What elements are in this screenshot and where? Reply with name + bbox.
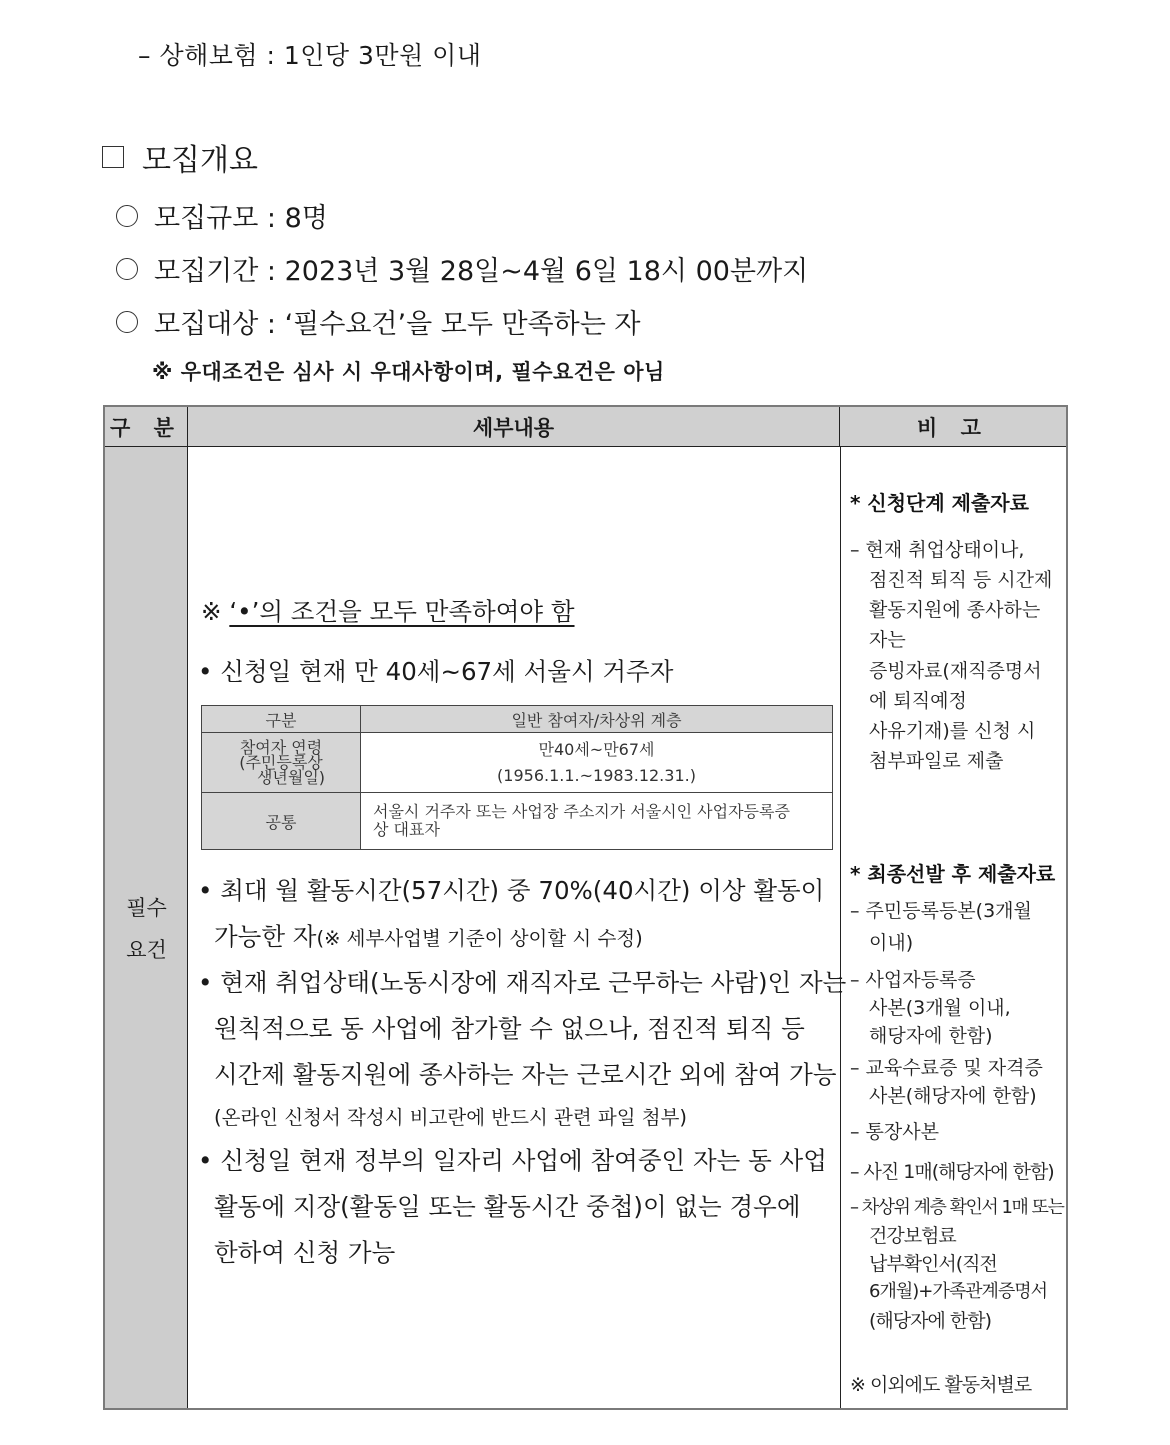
inner-header-category: 구분 xyxy=(202,706,361,733)
bullet-employment-l3: 시간제 활동지원에 종사하는 자는 근로시간 외에 참여 가능 xyxy=(214,1060,837,1089)
bullet-age-residence: • 신청일 현재 만 40세~67세 서울시 거주자 xyxy=(198,657,674,686)
bullet-hours-main: 가능한 자 xyxy=(214,922,317,951)
circle-bullet-icon xyxy=(116,258,138,280)
recruit-target-text: 모집대상 : ‘필수요건’을 모두 만족하는 자 xyxy=(154,309,641,340)
row-label-cell xyxy=(105,447,188,1408)
inner-value-common-l2: 상 대표자 xyxy=(373,820,440,839)
bullet-gov-job-l2: 활동에 지장(활동일 또는 활동시간 중첩)이 없는 경우에 xyxy=(214,1192,801,1221)
recruit-target xyxy=(116,302,641,341)
recruit-scale-text: 모집규모 : 8명 xyxy=(154,203,328,234)
bullet-employment-l1: • 현재 취업상태(노동시장에 재직자로 근무하는 사람)인 자는 xyxy=(198,968,847,997)
recruit-period xyxy=(116,249,808,288)
inner-value-common xyxy=(361,793,832,849)
remark-final-line: ※ 이외에도 활동처별로 xyxy=(850,1374,1032,1396)
remark-final-line: 납부확인서(직전 xyxy=(869,1253,997,1275)
bullet-gov-job-l3: 한하여 신청 가능 xyxy=(214,1238,396,1267)
recruit-period-text: 모집기간 : 2023년 3월 28일~4월 6일 18시 00분까지 xyxy=(154,256,809,287)
remark-apply-line: 첨부파일로 제출 xyxy=(869,750,1004,772)
remark-final-line: – 사진 1매(해당자에 한함) xyxy=(850,1161,1054,1183)
remark-final-line: 사본(3개월 이내, xyxy=(869,997,1011,1019)
recruit-scale xyxy=(116,196,328,235)
inner-label-age-l3: 생년월일) xyxy=(256,768,326,787)
bullet-gov-job-l1: • 신청일 현재 정부의 일자리 사업에 참여중인 자는 동 사업 xyxy=(198,1146,827,1175)
inner-value-age xyxy=(361,733,832,793)
requirements-table xyxy=(103,405,1068,1410)
remark-final-line: – 차상위 계층 확인서 1매 또는 xyxy=(850,1197,1064,1218)
remark-final-line: 이내) xyxy=(869,932,914,954)
section-title-text: 모집개요 xyxy=(142,143,258,178)
bullet-employment-l4: (온라인 신청서 작성시 비고란에 반드시 관련 파일 첨부) xyxy=(214,1106,688,1129)
inner-value-age-l1: 만40세~만67세 xyxy=(538,739,655,759)
remark-final-line: 해당자에 한함) xyxy=(869,1025,993,1047)
column-divider xyxy=(840,447,841,1408)
remark-apply-heading: * 신청단계 제출자료 xyxy=(850,491,1029,515)
inner-value-common-l1: 서울시 거주자 또는 사업장 주소지가 서울시인 사업자등록증 xyxy=(373,802,790,821)
section-title xyxy=(102,135,258,179)
remark-apply-line: 자는 xyxy=(869,629,906,651)
remark-final-line: – 통장사본 xyxy=(850,1121,939,1143)
inner-label-age-l1: 참여자 연령 xyxy=(239,738,323,757)
remark-apply-line: 점진적 퇴직 등 시간제 xyxy=(869,569,1053,591)
bullet-hours-l1: • 최대 월 활동시간(57시간) 중 70%(40시간) 이상 활동이 xyxy=(198,876,825,905)
header-category: 구 분 xyxy=(105,407,188,447)
bullet-hours-l2 xyxy=(214,918,643,953)
remark-final-line: 6개월)+가족관계증명서 xyxy=(869,1281,1048,1302)
remark-apply-line: 사유기재)를 신청 시 xyxy=(869,720,1036,742)
preference-note: ※ 우대조건은 심사 시 우대사항이며, 필수요건은 아님 xyxy=(152,360,665,384)
bullet-employment-l2: 원칙적으로 동 사업에 참가할 수 없으나, 점진적 퇴직 등 xyxy=(214,1014,805,1043)
row-label-line2: 요건 xyxy=(126,938,167,962)
condition-text: ‘•’의 조건을 모두 만족하여야 함 xyxy=(229,597,575,626)
remark-apply-line: 증빙자료(재직증명서 xyxy=(869,660,1042,682)
row-label-line1: 필수 xyxy=(126,896,167,920)
condition-note xyxy=(201,593,575,628)
bullet-hours-note: (※ 세부사업별 기준이 상이할 시 수정) xyxy=(316,927,643,950)
inner-eligibility-table xyxy=(201,705,833,850)
remark-final-line: 건강보험료 xyxy=(869,1225,956,1247)
inner-header-group: 일반 참여자/차상위 계층 xyxy=(361,706,832,733)
circle-bullet-icon xyxy=(116,205,138,227)
reference-mark: ※ xyxy=(201,597,230,626)
inner-label-age xyxy=(202,733,361,793)
remark-final-line: – 주민등록등본(3개월 xyxy=(850,900,1032,922)
remark-apply-line: 에 퇴직예정 xyxy=(869,690,967,712)
remark-final-line: (해당자에 한함) xyxy=(869,1310,991,1332)
inner-label-common: 공통 xyxy=(202,793,361,849)
remark-final-line: 사본(해당자에 한함) xyxy=(869,1085,1037,1107)
remark-final-heading: * 최종선발 후 제출자료 xyxy=(850,862,1056,886)
row-label xyxy=(105,887,188,971)
remark-final-line: – 사업자등록증 xyxy=(850,969,976,991)
inner-label-age-l2: (주민등록상 xyxy=(239,753,323,772)
circle-bullet-icon xyxy=(116,311,138,333)
header-details: 세부내용 xyxy=(188,407,840,447)
checkbox-square-icon xyxy=(102,146,124,168)
header-remarks: 비 고 xyxy=(840,407,1066,447)
remark-apply-line: – 현재 취업상태이나, xyxy=(850,539,1025,561)
insurance-line: – 상해보험 : 1인당 3만원 이내 xyxy=(138,41,482,70)
remark-final-line: – 교육수료증 및 자격증 xyxy=(850,1057,1043,1079)
inner-value-age-l2: (1956.1.1.~1983.12.31.) xyxy=(497,765,696,785)
remark-apply-line: 활동지원에 종사하는 xyxy=(869,599,1041,621)
